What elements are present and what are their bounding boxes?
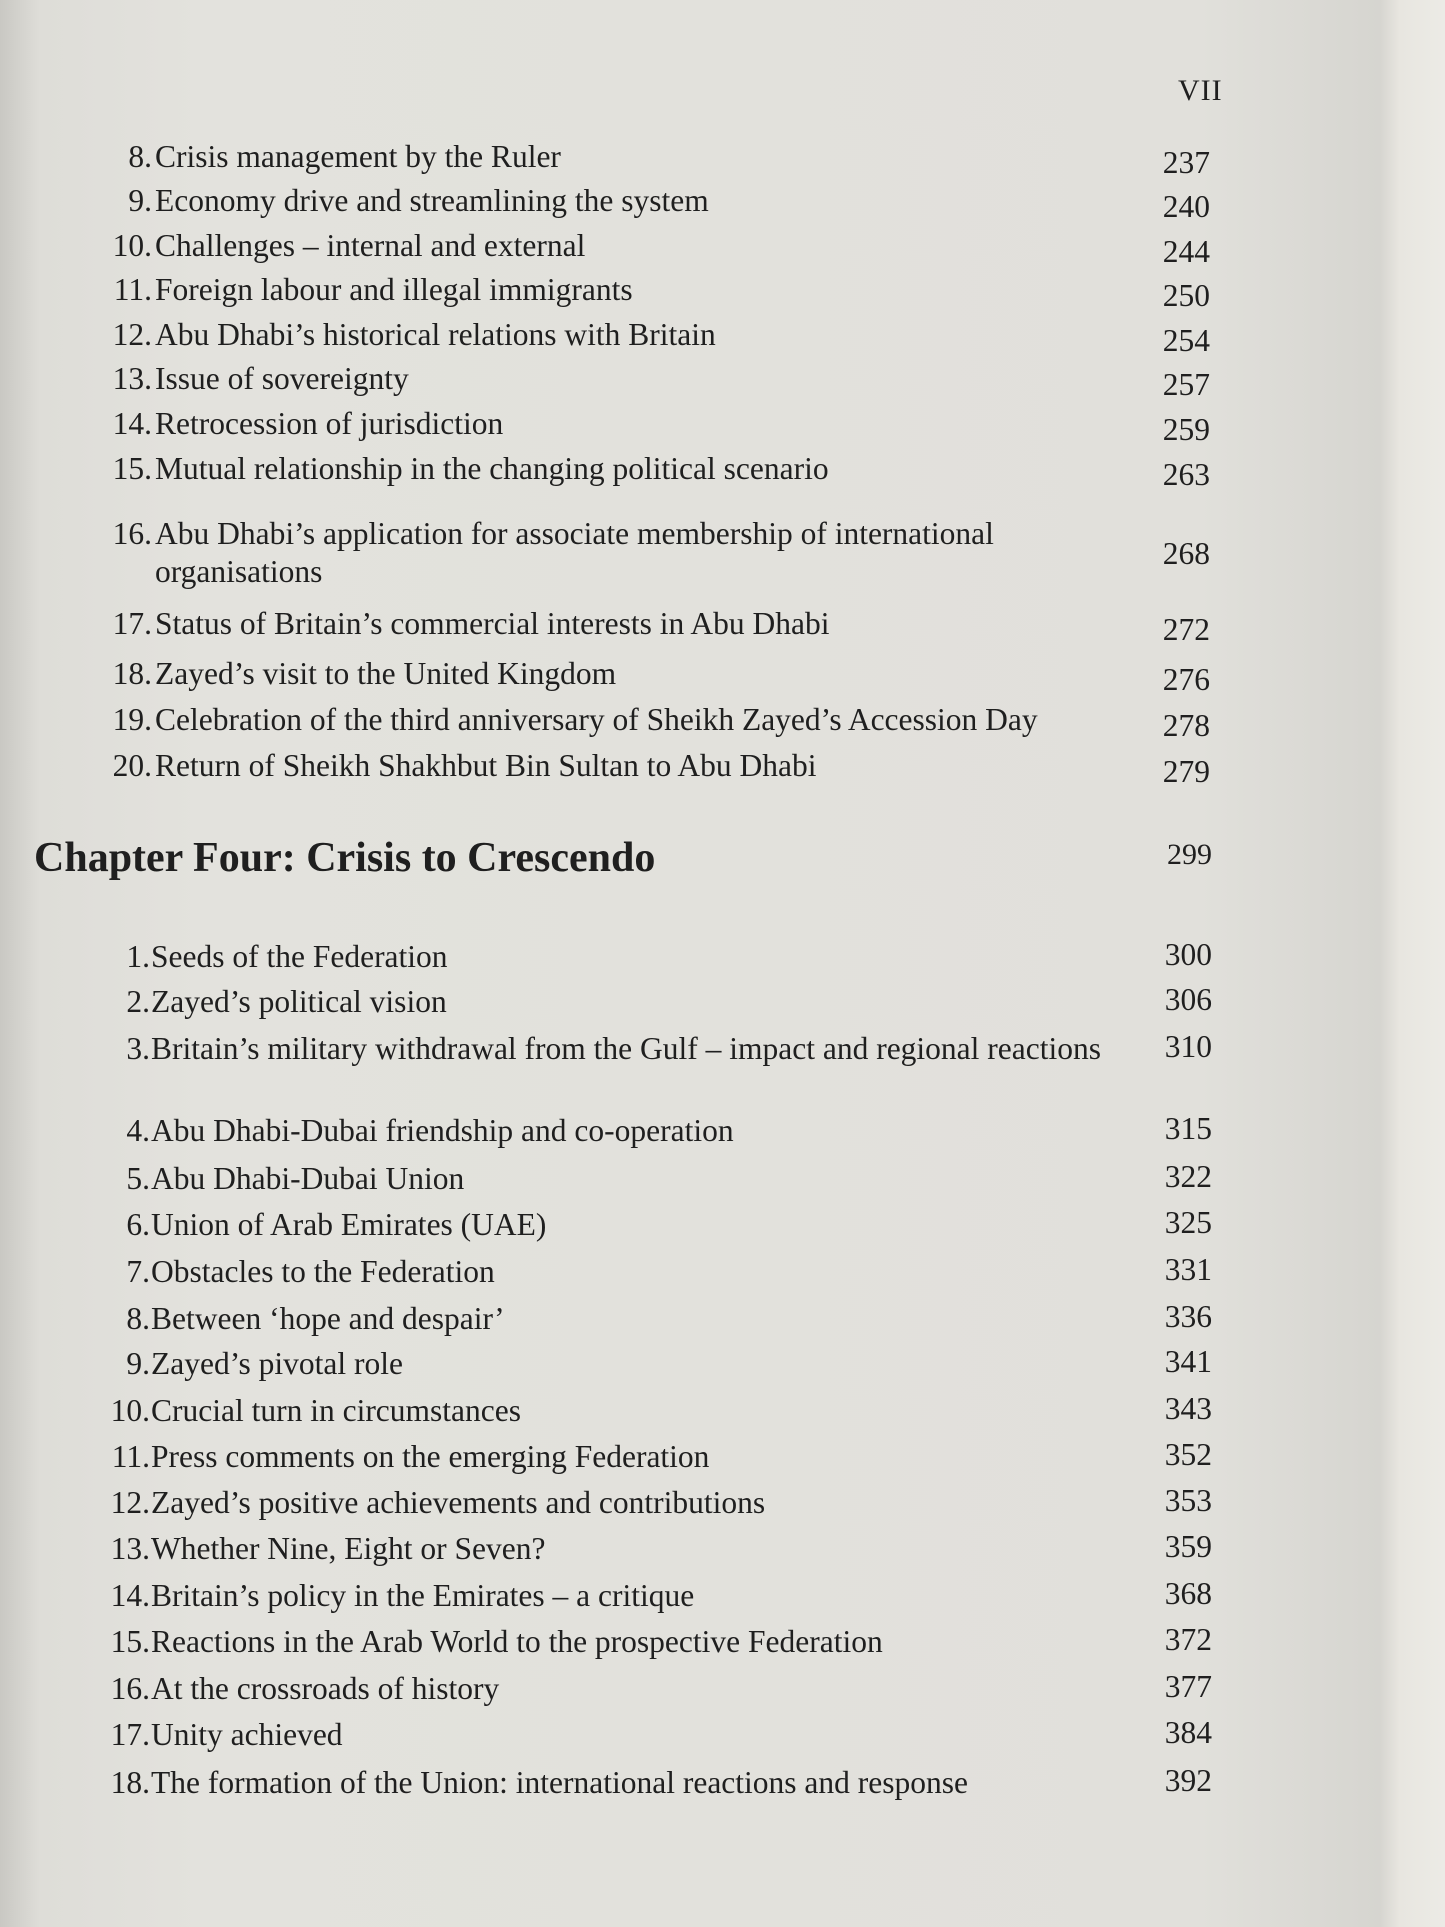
toc-entry-page: 268 <box>1162 536 1210 571</box>
chapter-heading: Chapter Four: Crisis to Crescendo <box>34 835 656 881</box>
toc-entry-page: 240 <box>1162 189 1210 224</box>
toc-entry-number: 17. <box>112 606 152 641</box>
toc-entry-page: 278 <box>1162 708 1210 743</box>
toc-entry-number: 12. <box>110 1485 150 1520</box>
toc-entry-title: Crucial turn in circumstances <box>151 1393 522 1428</box>
toc-entry-number: 13. <box>110 1531 150 1566</box>
toc-entry-number: 8. <box>128 139 152 174</box>
toc-entry-number: 17. <box>110 1717 150 1752</box>
toc-entry-number: 20. <box>112 748 152 783</box>
toc-entry-number: 11. <box>111 1439 150 1474</box>
toc-entry-title: Britain’s policy in the Emirates – a critique <box>151 1578 695 1613</box>
toc-entry-page: 372 <box>1164 1622 1212 1657</box>
toc-entry-title: Issue of sovereignty <box>155 361 409 396</box>
toc-entry-page: 343 <box>1164 1391 1212 1426</box>
toc-entry-title: Union of Arab Emirates (UAE) <box>151 1207 547 1242</box>
toc-entry-title: Return of Sheikh Shakhbut Bin Sultan to Abu Dhabi <box>155 748 817 783</box>
toc-entry-page: 257 <box>1162 367 1210 402</box>
toc-entry-number: 10. <box>112 228 152 263</box>
toc-entry-title: Zayed’s visit to the United Kingdom <box>155 656 617 691</box>
toc-entry-page: 254 <box>1162 323 1210 358</box>
toc-entry-title: Press comments on the emerging Federation <box>151 1439 710 1474</box>
chapter-page-number: 299 <box>1167 838 1212 871</box>
toc-entry-number: 18. <box>110 1765 150 1800</box>
toc-entry-number: 9. <box>126 1346 150 1381</box>
toc-entry-number: 7. <box>126 1254 150 1289</box>
toc-entry-title: Zayed’s pivotal role <box>151 1346 403 1381</box>
toc-entry-number: 2. <box>126 984 150 1019</box>
toc-entry-number: 10. <box>110 1393 150 1428</box>
toc-entry-page: 377 <box>1164 1669 1212 1704</box>
toc-entry-number: 13. <box>112 361 152 396</box>
toc-entry-page: 237 <box>1162 145 1210 180</box>
toc-entry-number: 18. <box>112 656 152 691</box>
toc-entry-number: 9. <box>128 183 152 218</box>
toc-entry-page: 325 <box>1164 1205 1212 1240</box>
toc-entry-page: 392 <box>1164 1763 1212 1798</box>
toc-entry-title: Abu Dhabi’s historical relations with Britain <box>155 317 716 352</box>
toc-entry-page: 306 <box>1164 982 1212 1017</box>
toc-entry-page: 359 <box>1164 1529 1212 1564</box>
toc-entry-number: 4. <box>126 1113 150 1148</box>
toc-entry-number: 14. <box>110 1578 150 1613</box>
toc-entry-number: 8. <box>126 1301 150 1336</box>
toc-entry-number: 14. <box>112 406 152 441</box>
toc-entry-title: Reactions in the Arab World to the prospective Federation <box>151 1624 883 1659</box>
toc-entry-title: Unity achieved <box>151 1717 343 1752</box>
toc-entry-title: Abu Dhabi-Dubai Union <box>151 1161 465 1196</box>
toc-entry-page: 353 <box>1164 1483 1212 1518</box>
toc-entry-page: 250 <box>1162 278 1210 313</box>
toc-entry-number: 15. <box>112 451 152 486</box>
toc-entry-title: Retrocession of jurisdiction <box>155 406 504 441</box>
toc-entry-title: The formation of the Union: international reactions and response <box>151 1765 969 1800</box>
toc-entry-number: 19. <box>112 702 152 737</box>
toc-entry-page: 384 <box>1164 1715 1212 1750</box>
toc-entry-number: 16. <box>110 1671 150 1706</box>
toc-entry-title: Challenges – internal and external <box>155 228 586 263</box>
toc-entry-number: 3. <box>126 1031 150 1066</box>
toc-entry-title: Obstacles to the Federation <box>151 1254 495 1289</box>
toc-entry-number: 6. <box>126 1207 150 1242</box>
toc-entry-page: 315 <box>1164 1111 1212 1146</box>
toc-entry-title: Between ‘hope and despair’ <box>151 1301 505 1336</box>
toc-entry-number: 11. <box>113 272 152 307</box>
toc-entry-number: 1. <box>126 939 150 974</box>
toc-entry-title: Britain’s military withdrawal from the Gulf – impact and regional reactions <box>151 1031 1101 1066</box>
toc-entry-title: Foreign labour and illegal immigrants <box>155 272 633 307</box>
toc-entry-page: 244 <box>1162 234 1210 269</box>
toc-entry-page: 336 <box>1164 1299 1212 1334</box>
page-number: VII <box>1178 74 1223 107</box>
toc-entry-page: 310 <box>1164 1029 1212 1064</box>
toc-entry-page: 322 <box>1164 1159 1212 1194</box>
toc-entry-page: 352 <box>1164 1437 1212 1472</box>
toc-entry-number: 16. <box>112 516 152 551</box>
toc-entry-page: 259 <box>1162 412 1210 447</box>
toc-entry-title: Crisis management by the Ruler <box>155 139 561 174</box>
toc-entry-title: Economy drive and streamlining the system <box>155 183 709 218</box>
toc-entry-title: Abu Dhabi’s application for associate membership of international organisations <box>155 516 994 589</box>
toc-entry-page: 300 <box>1164 937 1212 972</box>
toc-entry-page: 331 <box>1164 1252 1212 1287</box>
toc-entry-number: 12. <box>112 317 152 352</box>
toc-entry-title: Zayed’s positive achievements and contributions <box>151 1485 766 1520</box>
toc-entry-title: Seeds of the Federation <box>151 939 448 974</box>
toc-entry-title: Mutual relationship in the changing political scenario <box>155 451 829 486</box>
toc-entry-page: 276 <box>1162 662 1210 697</box>
toc-entry-title: Celebration of the third anniversary of Sheikh Zayed’s Accession Day <box>155 702 1038 737</box>
toc-entry-number: 15. <box>110 1624 150 1659</box>
toc-entry-title: At the crossroads of history <box>151 1671 500 1706</box>
toc-entry-page: 279 <box>1162 754 1210 789</box>
toc-entry-number: 5. <box>126 1161 150 1196</box>
toc-entry-title: Whether Nine, Eight or Seven? <box>151 1531 546 1566</box>
toc-entry-title: Zayed’s political vision <box>151 984 447 1019</box>
toc-entry-page: 368 <box>1164 1576 1212 1611</box>
toc-entry-page: 341 <box>1164 1344 1212 1379</box>
toc-entry-page: 263 <box>1162 457 1210 492</box>
toc-entry-title: Status of Britain’s commercial interests in Abu Dhabi <box>155 606 830 641</box>
toc-entry-title: Abu Dhabi-Dubai friendship and co-operation <box>151 1113 734 1148</box>
toc-entry-page: 272 <box>1162 612 1210 647</box>
